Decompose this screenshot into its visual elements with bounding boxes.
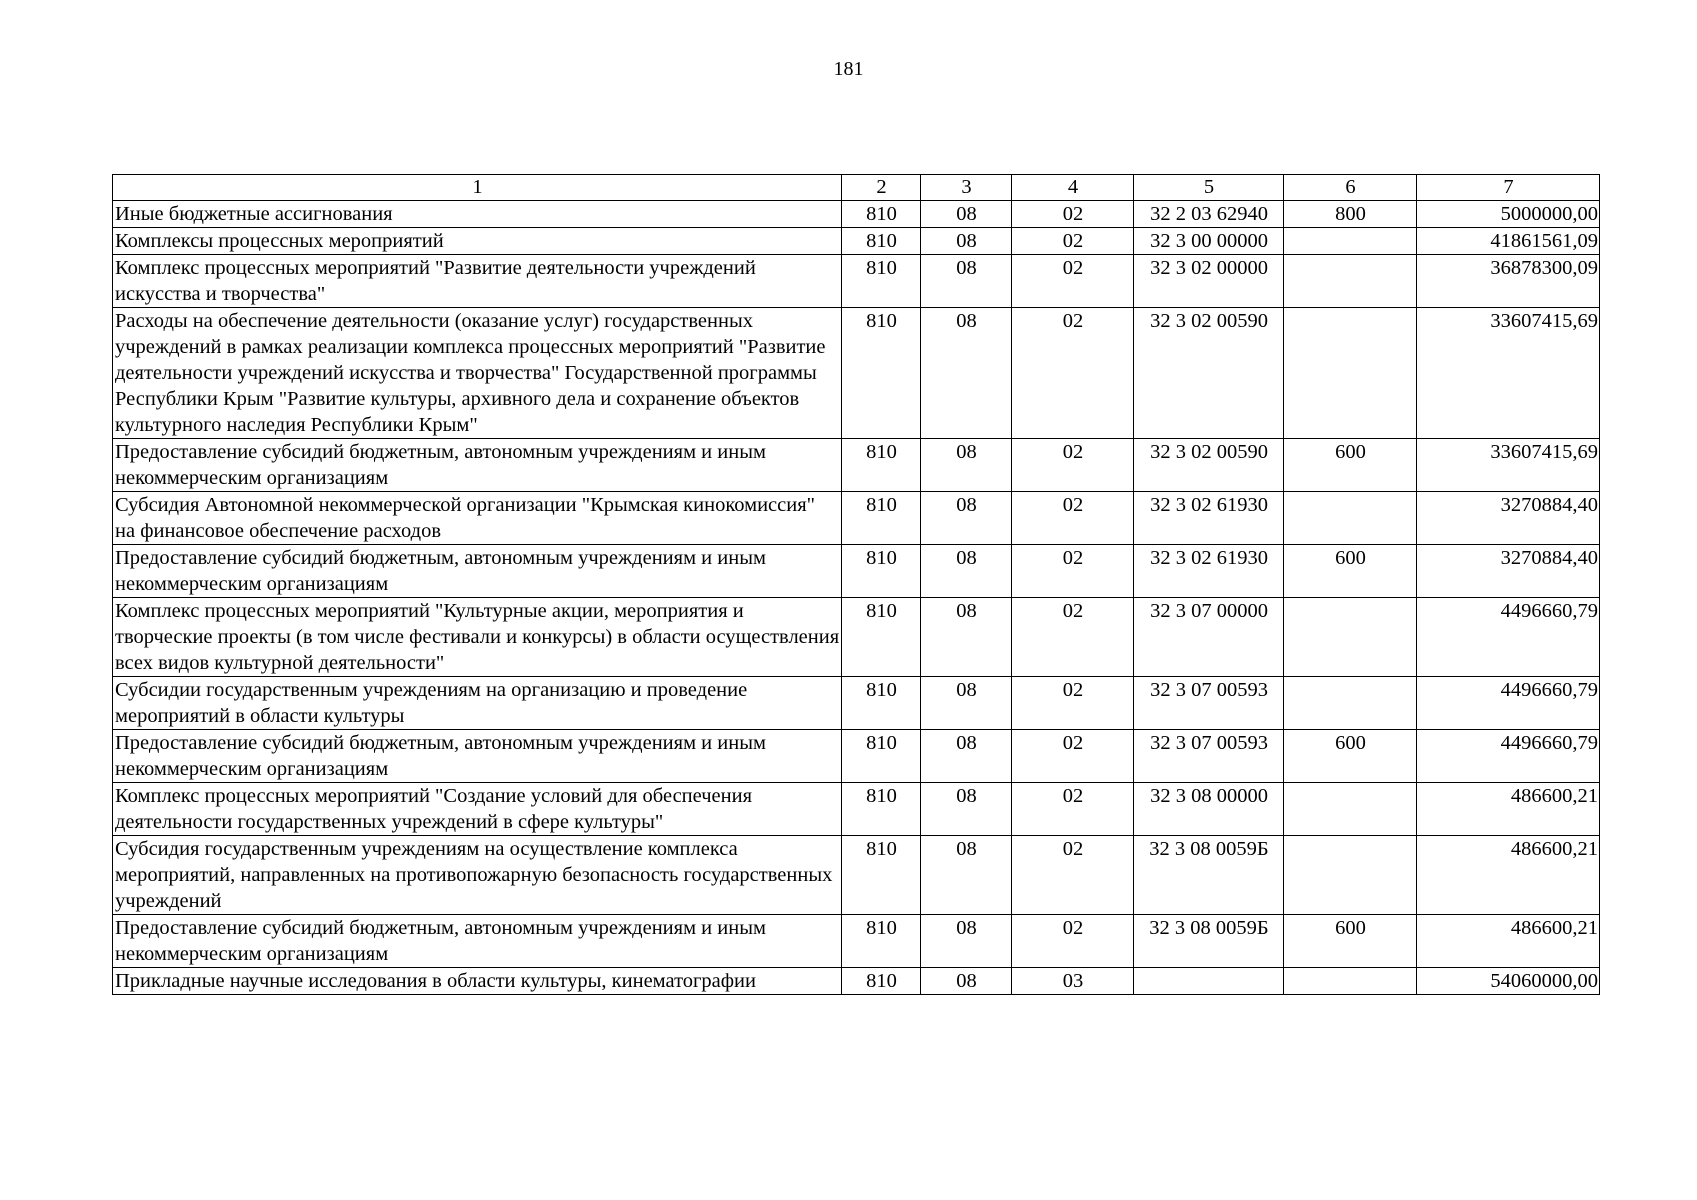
cell-col-5: 32 3 02 61930 xyxy=(1134,545,1284,598)
cell-amount: 3270884,40 xyxy=(1417,545,1600,598)
cell-amount: 33607415,69 xyxy=(1417,308,1600,439)
cell-name: Комплекс процессных мероприятий "Культурные акции, мероприятия и творческие проекты (в том числе фестивали и конкурсы) в области осуществления всех видов культурной деятельности" xyxy=(113,598,842,677)
cell-col-3: 08 xyxy=(921,492,1012,545)
cell-col-2: 810 xyxy=(842,308,921,439)
table-row xyxy=(113,730,1600,783)
cell-col-4: 02 xyxy=(1012,492,1134,545)
table-row xyxy=(113,545,1600,598)
cell-amount: 486600,21 xyxy=(1417,783,1600,836)
cell-name: Комплекс процессных мероприятий "Развитие деятельности учреждений искусства и творчества" xyxy=(113,255,842,308)
cell-col-3: 08 xyxy=(921,439,1012,492)
cell-amount: 33607415,69 xyxy=(1417,439,1600,492)
cell-col-6 xyxy=(1284,492,1417,545)
cell-col-5: 32 3 08 0059Б xyxy=(1134,836,1284,915)
table-row xyxy=(113,836,1600,915)
cell-col-5: 32 3 07 00000 xyxy=(1134,598,1284,677)
cell-col-6 xyxy=(1284,308,1417,439)
cell-col-5: 32 3 00 00000 xyxy=(1134,228,1284,255)
cell-col-6 xyxy=(1284,677,1417,730)
cell-col-5: 32 3 02 00590 xyxy=(1134,308,1284,439)
cell-col-2: 810 xyxy=(842,968,921,995)
cell-col-5 xyxy=(1134,968,1284,995)
cell-col-6 xyxy=(1284,598,1417,677)
budget-table xyxy=(112,174,1600,995)
cell-col-3: 08 xyxy=(921,598,1012,677)
cell-amount: 54060000,00 xyxy=(1417,968,1600,995)
table-row xyxy=(113,255,1600,308)
cell-name: Предоставление субсидий бюджетным, автономным учреждениям и иным некоммерческим организациям xyxy=(113,915,842,968)
cell-col-4: 02 xyxy=(1012,255,1134,308)
cell-col-3: 08 xyxy=(921,730,1012,783)
cell-amount: 4496660,79 xyxy=(1417,730,1600,783)
cell-col-2: 810 xyxy=(842,598,921,677)
cell-col-6 xyxy=(1284,228,1417,255)
cell-col-2: 810 xyxy=(842,545,921,598)
table-body xyxy=(113,201,1600,995)
cell-col-4: 02 xyxy=(1012,201,1134,228)
cell-name: Предоставление субсидий бюджетным, автономным учреждениям и иным некоммерческим организациям xyxy=(113,730,842,783)
cell-col-5: 32 3 02 00590 xyxy=(1134,439,1284,492)
table-row xyxy=(113,968,1600,995)
cell-col-6: 800 xyxy=(1284,201,1417,228)
cell-col-5: 32 3 02 00000 xyxy=(1134,255,1284,308)
cell-col-4: 02 xyxy=(1012,228,1134,255)
table-header-row xyxy=(113,175,1600,201)
table-row xyxy=(113,308,1600,439)
cell-amount: 36878300,09 xyxy=(1417,255,1600,308)
cell-col-5: 32 2 03 62940 xyxy=(1134,201,1284,228)
cell-col-5: 32 3 07 00593 xyxy=(1134,730,1284,783)
cell-col-2: 810 xyxy=(842,730,921,783)
cell-col-4: 02 xyxy=(1012,545,1134,598)
column-header-4: 4 xyxy=(1012,175,1134,201)
cell-col-4: 02 xyxy=(1012,308,1134,439)
cell-col-3: 08 xyxy=(921,677,1012,730)
cell-col-6 xyxy=(1284,968,1417,995)
cell-amount: 41861561,09 xyxy=(1417,228,1600,255)
cell-col-3: 08 xyxy=(921,545,1012,598)
cell-name: Расходы на обеспечение деятельности (оказание услуг) государственных учреждений в рамках реализации комплекса процессных мероприятий "Развитие деятельности учреждений искусства и творчества" Государственной программы Республики Крым "Развитие культуры, архивного дела и сохранение объектов культурного наследия Республики Крым" xyxy=(113,308,842,439)
cell-amount: 4496660,79 xyxy=(1417,677,1600,730)
cell-col-3: 08 xyxy=(921,783,1012,836)
column-header-3: 3 xyxy=(921,175,1012,201)
cell-col-2: 810 xyxy=(842,255,921,308)
cell-col-6: 600 xyxy=(1284,439,1417,492)
table-row xyxy=(113,492,1600,545)
cell-amount: 486600,21 xyxy=(1417,836,1600,915)
column-header-7: 7 xyxy=(1417,175,1600,201)
cell-col-3: 08 xyxy=(921,915,1012,968)
cell-amount: 5000000,00 xyxy=(1417,201,1600,228)
cell-col-2: 810 xyxy=(842,783,921,836)
cell-col-2: 810 xyxy=(842,677,921,730)
cell-col-2: 810 xyxy=(842,201,921,228)
cell-col-4: 02 xyxy=(1012,783,1134,836)
cell-amount: 486600,21 xyxy=(1417,915,1600,968)
cell-name: Субсидия государственным учреждениям на осуществление комплекса мероприятий, направленных на противопожарную безопасность государственных учреждений xyxy=(113,836,842,915)
cell-col-2: 810 xyxy=(842,836,921,915)
cell-col-2: 810 xyxy=(842,439,921,492)
cell-name: Прикладные научные исследования в области культуры, кинематографии xyxy=(113,968,842,995)
cell-col-3: 08 xyxy=(921,255,1012,308)
cell-col-4: 02 xyxy=(1012,439,1134,492)
column-header-6: 6 xyxy=(1284,175,1417,201)
cell-col-5: 32 3 02 61930 xyxy=(1134,492,1284,545)
cell-col-5: 32 3 08 00000 xyxy=(1134,783,1284,836)
cell-col-3: 08 xyxy=(921,228,1012,255)
table-row xyxy=(113,598,1600,677)
cell-col-3: 08 xyxy=(921,308,1012,439)
table-row xyxy=(113,783,1600,836)
cell-col-6: 600 xyxy=(1284,915,1417,968)
cell-name: Предоставление субсидий бюджетным, автономным учреждениям и иным некоммерческим организациям xyxy=(113,439,842,492)
cell-col-3: 08 xyxy=(921,836,1012,915)
cell-amount: 4496660,79 xyxy=(1417,598,1600,677)
cell-col-3: 08 xyxy=(921,201,1012,228)
cell-col-6 xyxy=(1284,783,1417,836)
column-header-5: 5 xyxy=(1134,175,1284,201)
cell-col-6 xyxy=(1284,836,1417,915)
table-row xyxy=(113,439,1600,492)
column-header-1: 1 xyxy=(113,175,842,201)
cell-col-6: 600 xyxy=(1284,545,1417,598)
cell-name: Иные бюджетные ассигнования xyxy=(113,201,842,228)
table-row xyxy=(113,228,1600,255)
table-row xyxy=(113,915,1600,968)
cell-col-3: 08 xyxy=(921,968,1012,995)
cell-name: Комплекс процессных мероприятий "Создание условий для обеспечения деятельности государственных учреждений в сфере культуры" xyxy=(113,783,842,836)
page-number: 181 xyxy=(833,58,864,80)
table-row xyxy=(113,201,1600,228)
cell-name: Предоставление субсидий бюджетным, автономным учреждениям и иным некоммерческим организациям xyxy=(113,545,842,598)
cell-col-4: 02 xyxy=(1012,598,1134,677)
cell-col-6 xyxy=(1284,255,1417,308)
table-row xyxy=(113,677,1600,730)
cell-col-2: 810 xyxy=(842,492,921,545)
cell-name: Комплексы процессных мероприятий xyxy=(113,228,842,255)
cell-name: Субсидии государственным учреждениям на организацию и проведение мероприятий в области культуры xyxy=(113,677,842,730)
cell-col-5: 32 3 08 0059Б xyxy=(1134,915,1284,968)
cell-col-2: 810 xyxy=(842,915,921,968)
cell-col-4: 02 xyxy=(1012,915,1134,968)
cell-col-5: 32 3 07 00593 xyxy=(1134,677,1284,730)
cell-name: Субсидия Автономной некоммерческой организации "Крымская кинокомиссия" на финансовое обеспечение расходов xyxy=(113,492,842,545)
cell-col-4: 02 xyxy=(1012,677,1134,730)
cell-col-6: 600 xyxy=(1284,730,1417,783)
column-header-2: 2 xyxy=(842,175,921,201)
cell-col-4: 03 xyxy=(1012,968,1134,995)
cell-col-4: 02 xyxy=(1012,836,1134,915)
cell-col-4: 02 xyxy=(1012,730,1134,783)
cell-amount: 3270884,40 xyxy=(1417,492,1600,545)
cell-col-2: 810 xyxy=(842,228,921,255)
